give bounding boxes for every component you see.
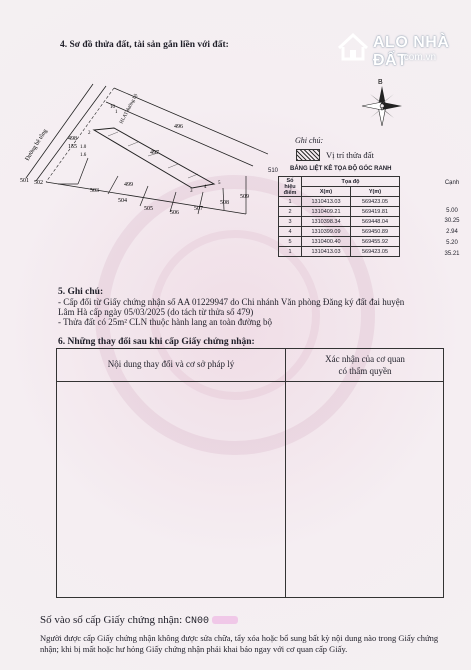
registry-code: CN00 xyxy=(184,616,209,627)
section-6-title: 6. Những thay đổi sau khi cấp Giấy chứng nhận: xyxy=(58,337,255,347)
edge-value: 35.21 xyxy=(444,251,460,257)
cell-y: 569448.04 xyxy=(351,217,400,227)
table-row xyxy=(279,217,400,227)
dimension-label-1-0: 1.0 xyxy=(80,145,87,150)
cell-x: 1310413.03 xyxy=(302,247,351,257)
note-line: Lâm Hà cấp ngày 05/03/2025 (do tách từ thửa số 479) xyxy=(58,307,254,317)
watermark-logo xyxy=(335,30,465,70)
table-row xyxy=(279,247,400,257)
cell-x: 1310399.09 xyxy=(302,227,351,237)
cell-y: 569423.05 xyxy=(351,197,400,207)
coords-header-x: X(m) xyxy=(302,187,351,197)
parcel-label-507: 507 xyxy=(194,206,203,212)
cell-point: 5 xyxy=(279,237,302,247)
table-row xyxy=(279,227,400,237)
note-line: - Thửa đất có 25m² CLN thuộc hành lang an toàn đường bộ xyxy=(58,317,273,327)
edge-value: 30.25 xyxy=(444,218,460,224)
parcel-label-501: 501 xyxy=(20,178,29,184)
house-logo-icon xyxy=(335,30,371,62)
legend-title: Ghi chú: xyxy=(295,136,324,145)
parcel-label-503: 503 xyxy=(90,188,99,194)
registry-label: Số vào sổ cấp Giấy chứng nhận: xyxy=(40,614,183,626)
cell-y: 569450.89 xyxy=(351,227,400,237)
coords-table xyxy=(278,176,400,257)
watermark-domain: .com.vn xyxy=(401,52,437,63)
coords-header-y: Y(m) xyxy=(351,187,400,197)
cell-point: 3 xyxy=(279,217,302,227)
parcel-label-508: 508 xyxy=(220,200,229,206)
coords-header-group: Tọa độ xyxy=(302,177,400,187)
changes-header-confirm xyxy=(285,353,445,377)
watermark-brand: ALO NHÀ ĐẤT xyxy=(373,34,450,69)
parcel-label-497: 497 xyxy=(150,150,159,156)
coords-table-title: BẢNG LIỆT KÊ TỌA ĐỘ GÓC RANH xyxy=(290,166,392,172)
parcel-label-506: 506 xyxy=(170,210,179,216)
point-label-1: 1 xyxy=(115,110,118,115)
road-label-hlat: HLAT đường bộ xyxy=(119,93,140,125)
cell-y: 569455.92 xyxy=(351,237,400,247)
legend-location xyxy=(296,149,374,161)
parcel-label-504: 504 xyxy=(118,198,127,204)
parcel-label-499: 499 xyxy=(124,182,133,188)
section-4-title: 4. Sơ đồ thửa đất, tài sản gắn liền với đất: xyxy=(60,40,229,50)
confirm-line-1: Xác nhận của cơ quan xyxy=(325,354,405,364)
cell-y: 569419.81 xyxy=(351,207,400,217)
cell-y: 569423.05 xyxy=(351,247,400,257)
cell-x: 1310400.40 xyxy=(302,237,351,247)
parcel-label-502: 502 xyxy=(34,180,43,186)
dimension-label-10: 10 xyxy=(110,105,115,110)
confirm-line-2: có thẩm quyền xyxy=(338,366,392,376)
hatch-swatch-icon xyxy=(296,149,320,161)
parcel-label-496: 496 xyxy=(174,124,183,130)
column-divider xyxy=(285,349,286,597)
north-arrow-icon xyxy=(358,76,408,134)
cell-point: 1 xyxy=(279,247,302,257)
cell-x: 1310409.21 xyxy=(302,207,351,217)
cell-point: 2 xyxy=(279,207,302,217)
registry-number xyxy=(40,614,238,627)
edge-value: 5.20 xyxy=(446,240,458,246)
parcel-label-155: 155 xyxy=(68,144,77,150)
parcel-label-509: 509 xyxy=(240,194,249,200)
parcel-diagram xyxy=(18,76,268,226)
header-divider xyxy=(57,381,443,382)
edge-header: Cạnh xyxy=(444,180,460,186)
compass-north-label: B xyxy=(378,79,383,86)
note-line: - Cấp đổi từ Giấy chứng nhận số AA 01229947 do Chi nhánh Văn phòng Đăng ký đất đai huyện xyxy=(58,297,405,307)
point-label-2: 2 xyxy=(88,131,91,136)
point-label-5: 5 xyxy=(218,181,221,186)
redaction-mark xyxy=(212,616,238,624)
cell-x: 1310398.34 xyxy=(302,217,351,227)
cell-point: 4 xyxy=(279,227,302,237)
edge-value: 2.94 xyxy=(446,229,458,235)
table-row xyxy=(279,237,400,247)
changes-table xyxy=(56,348,444,598)
cell-x: 1310413.03 xyxy=(302,197,351,207)
parcel-label-505: 505 xyxy=(144,206,153,212)
point-label-3: 3 xyxy=(190,189,193,194)
table-row xyxy=(279,197,400,207)
section-5-title: 5. Ghi chú: xyxy=(58,287,104,297)
cell-point: 1 xyxy=(279,197,302,207)
edge-value: 5.00 xyxy=(446,208,458,214)
coords-header-point: Số hiệu điểm xyxy=(279,177,302,197)
changes-header-content: Nội dung thay đổi và cơ sở pháp lý xyxy=(107,359,235,369)
legend-location-label: Vị trí thửa đất xyxy=(326,150,374,160)
parcel-label-498: 498 xyxy=(68,136,77,142)
side-number-510: 510 xyxy=(268,168,279,174)
point-label-4: 4 xyxy=(204,185,207,190)
road-label-left: Đường bê tông xyxy=(24,128,49,163)
table-row xyxy=(279,207,400,217)
footer-notice: Người được cấp Giấy chứng nhận không được sửa chữa, tẩy xóa hoặc bổ sung bất kỳ nội dung nào trong Giấy chứng nhận; khi bị mất hoặc hư hỏng Giấy chứng nhận phải khai báo ngay với cơ quan cấp Giấy. xyxy=(40,633,439,654)
dimension-label-1-6: 1.6 xyxy=(80,153,87,158)
